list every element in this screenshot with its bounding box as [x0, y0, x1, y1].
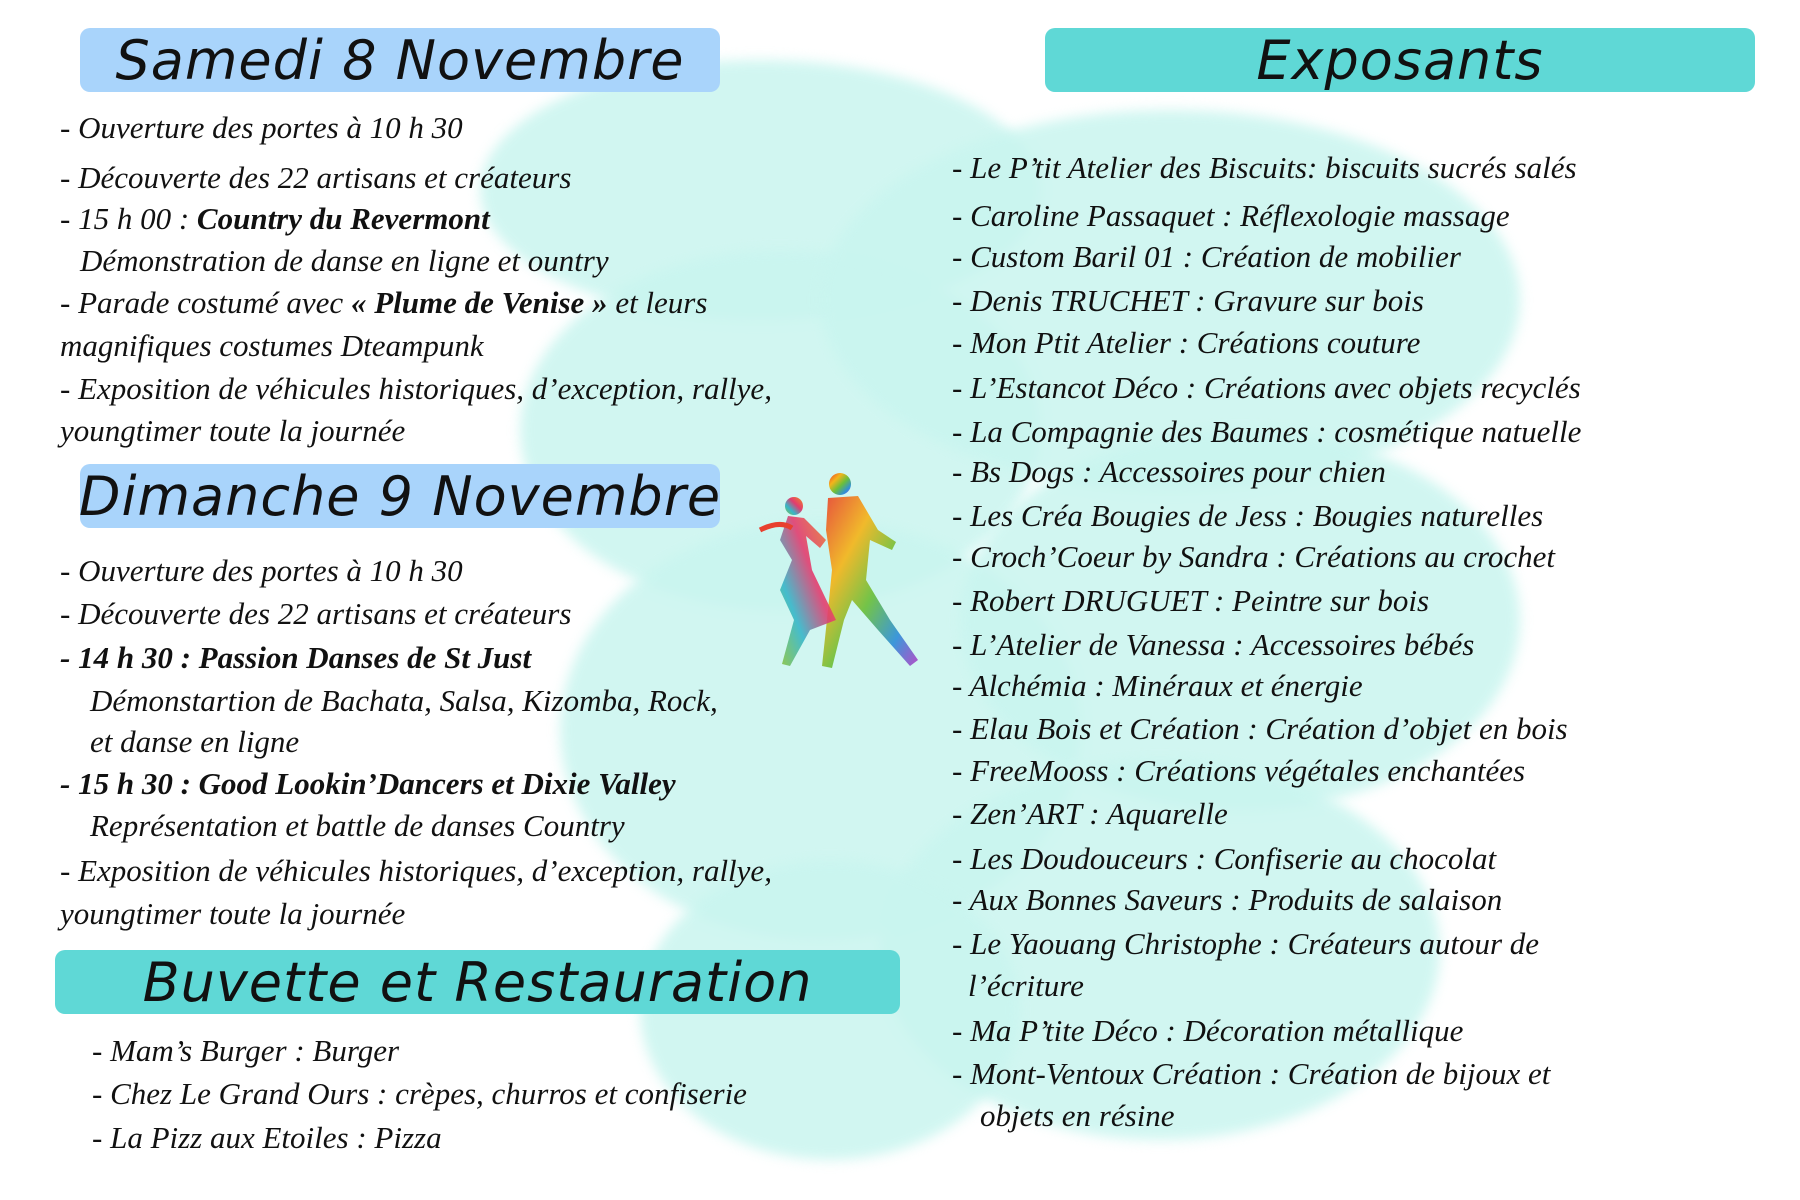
buvette-item: - Chez Le Grand Ours : crèpes, churros et confiserie	[92, 1076, 747, 1111]
exposant-item: - Elau Bois et Création : Création d’objet en bois	[952, 711, 1568, 746]
sunday-line: Représentation et battle de danses Country	[90, 808, 625, 843]
exposant-item: - Le P’tit Atelier des Biscuits: biscuits sucrés salés	[952, 150, 1577, 185]
exposants-title: Exposants	[1256, 28, 1544, 92]
exposant-item: - Aux Bonnes Saveurs : Produits de salaison	[952, 882, 1503, 917]
sunday-line: - Découverte des 22 artisans et créateurs	[60, 596, 572, 631]
saturday-line: - Exposition de véhicules historiques, d’exception, rallye,	[60, 371, 772, 406]
sunday-line: youngtimer toute la journée	[60, 896, 406, 931]
country-name: Country du Revermont	[196, 201, 490, 236]
exposant-item: - Alchémia : Minéraux et énergie	[952, 668, 1363, 703]
dancing-couple-illustration	[740, 470, 940, 680]
exposant-item: - Zen’ART : Aquarelle	[952, 796, 1228, 831]
sunday-line: - Ouverture des portes à 10 h 30	[60, 553, 463, 588]
exposant-item: - Denis TRUCHET : Gravure sur bois	[952, 283, 1424, 318]
saturday-line: magnifiques costumes Dteampunk	[60, 328, 484, 363]
exposant-item: - Les Doudouceurs : Confiserie au chocolat	[952, 841, 1497, 876]
buvette-item: - La Pizz aux Etoiles : Pizza	[92, 1120, 442, 1155]
sunday-line: - Exposition de véhicules historiques, d’exception, rallye,	[60, 853, 772, 888]
sunday-line: et danse en ligne	[90, 724, 300, 759]
exposant-item: - Mont-Ventoux Création : Création de bijoux et	[952, 1056, 1551, 1091]
exposant-item: - Croch’Coeur by Sandra : Créations au crochet	[952, 539, 1555, 574]
saturday-parade-line	[60, 287, 707, 318]
saturday-line: - Ouverture des portes à 10 h 30	[60, 110, 463, 145]
exposant-item: - Bs Dogs : Accessoires pour chien	[952, 454, 1386, 489]
sunday-passion-line	[60, 642, 531, 673]
exposant-item: - Ma P’tite Déco : Décoration métallique	[952, 1013, 1464, 1048]
sunday-line: Démonstartion de Bachata, Salsa, Kizomba, Rock,	[90, 683, 718, 718]
exposant-item: - Custom Baril 01 : Création de mobilier	[952, 239, 1461, 274]
exposant-item: - L’Atelier de Vanessa : Accessoires bébés	[952, 627, 1475, 662]
exposant-item: - L’Estancot Déco : Créations avec objets recyclés	[952, 370, 1581, 405]
saturday-title: Samedi 8 Novembre	[115, 28, 685, 92]
sunday-banner	[80, 464, 720, 528]
exposant-item: - FreeMooss : Créations végétales enchantées	[952, 753, 1526, 788]
parade-prefix: - Parade costumé avec	[60, 285, 351, 320]
parade-name: « Plume de Venise »	[350, 285, 608, 320]
saturday-banner	[80, 28, 720, 92]
saturday-line: youngtimer toute la journée	[60, 413, 406, 448]
buvette-banner	[55, 950, 900, 1014]
exposants-banner	[1045, 28, 1755, 92]
exposant-item: objets en résine	[980, 1098, 1175, 1133]
buvette-title: Buvette et Restauration	[142, 950, 813, 1014]
exposant-item: - Les Créa Bougies de Jess : Bougies naturelles	[952, 498, 1544, 533]
good-lookin-dancers: - 15 h 30 : Good Lookin’Dancers et Dixie Valley	[60, 766, 676, 801]
exposant-item: l’écriture	[968, 968, 1084, 1003]
sunday-good-line	[60, 768, 676, 799]
country-time: - 15 h 00 :	[60, 201, 197, 236]
exposant-item: - Le Yaouang Christophe : Créateurs autour de	[952, 926, 1540, 961]
parade-suffix: et leurs	[607, 285, 708, 320]
saturday-line: - Découverte des 22 artisans et créateurs	[60, 160, 572, 195]
exposant-item: - Robert DRUGUET : Peintre sur bois	[952, 583, 1430, 618]
saturday-line: Démonstration de danse en ligne et ountry	[80, 243, 609, 278]
exposant-item: - Mon Ptit Atelier : Créations couture	[952, 325, 1421, 360]
sunday-title: Dimanche 9 Novembre	[78, 464, 722, 528]
exposant-item: - Caroline Passaquet : Réflexologie massage	[952, 198, 1510, 233]
saturday-country-line	[60, 203, 490, 234]
buvette-item: - Mam’s Burger : Burger	[92, 1033, 400, 1068]
passion-danses: - 14 h 30 : Passion Danses de St Just	[60, 640, 532, 675]
exposant-item: - La Compagnie des Baumes : cosmétique natuelle	[952, 414, 1582, 449]
